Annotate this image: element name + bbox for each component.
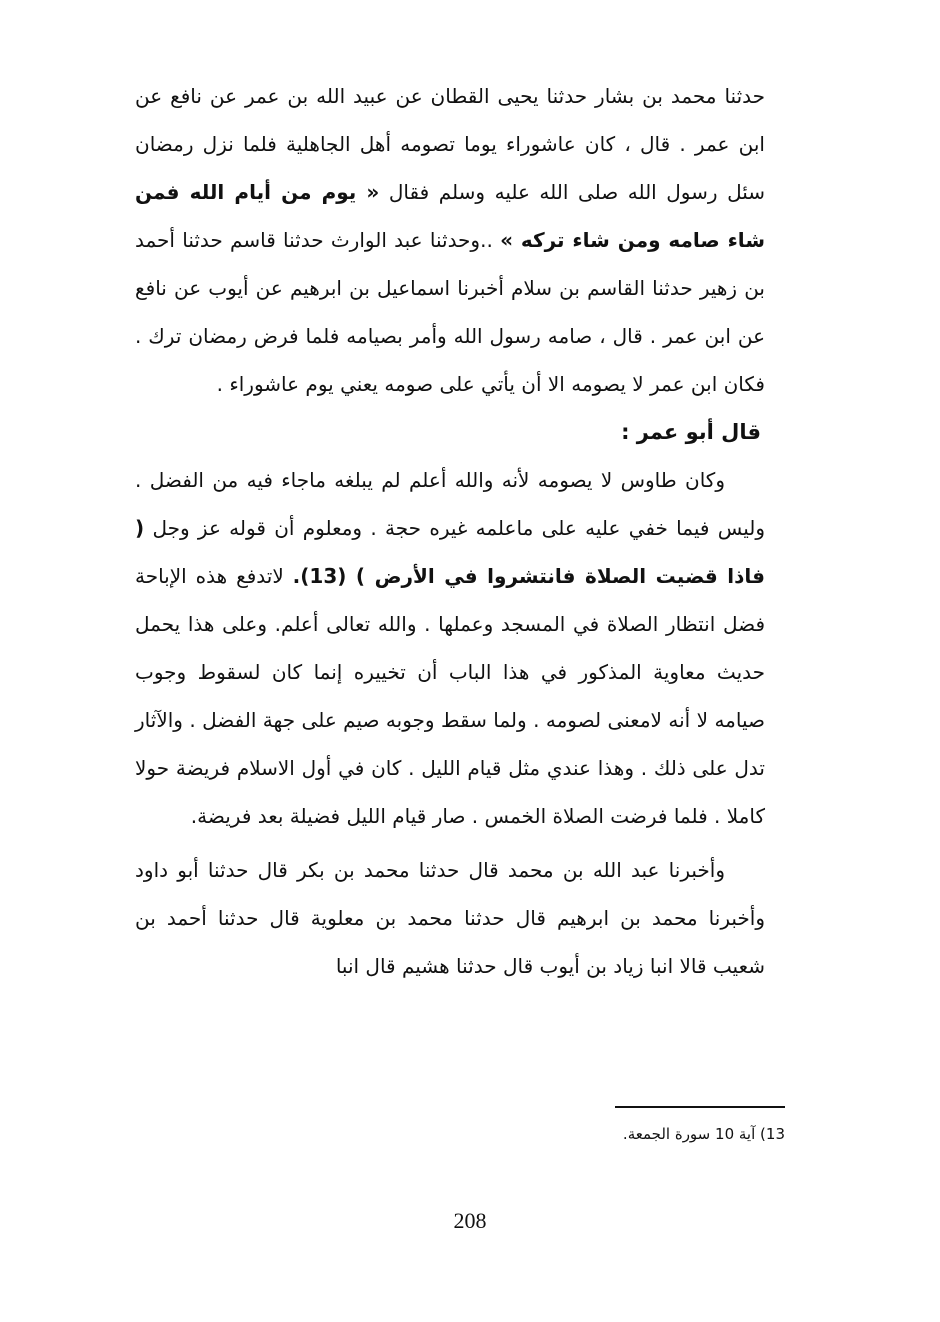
main-text	[135, 72, 765, 990]
paragraph-1-tail: ..وحدثنا عبد الوارث حدثنا قاسم حدثنا أحمد بن زهير حدثنا القاسم بن سلام أخبرنا اسماعيل بن ابرهيم عن أيوب عن نافع عن ابن عمر . قال ، صامه رسول الله وأمر بصيامه فلما فرض رمضان ترك . فكان ابن عمر لا يصومه الا أن يأتي على صومه يعني يوم عاشوراء .	[135, 228, 765, 396]
section-heading: قال أبو عمر :	[621, 420, 761, 444]
paragraph-2-lead: وكان طاوس لا يصومه لأنه والله أعلم لم يبلغه ماجاء فيه من الفضل . وليس فيما خفي عليه على ماعلمه غيره حجة . ومعلوم أن قوله عز وجل	[135, 468, 766, 540]
paragraph-1-lead: حدثنا محمد بن بشار حدثنا يحيى القطان عن عبيد الله بن عمر عن نافع عن ابن عمر . قال ، كان عاشوراء يوما تصومه أهل الجاهلية فلما نزل رمضان سئل رسول الله صلى الله عليه وسلم فقال	[135, 84, 766, 204]
prophet-quote: « يوم من أيام الله فمن شاء صامه ومن شاء تركه »	[135, 180, 765, 252]
paragraph-2-tail: لاتدفع هذه الإباحة فضل انتظار الصلاة في المسجد وعملها . والله تعالى أعلم. وعلى هذا يحمل حديث معاوية المذكور في هذا الباب أن تخييره إنما كان لسقوط وجوب صيامه لا أنه لامعنى لصومه . ولما سقط وجوبه صيم على جهة الفضل . والآثار تدل على ذلك . وهذا عندي مثل قيام الليل . كان في أول الاسلام فريضة حولا كاملا . فلما فرضت الصلاة الخمس . صار قيام الليل فضيلة بعد فريضة.	[135, 564, 765, 828]
page-number: 208	[453, 1208, 487, 1233]
hadith-paragraph-1	[135, 72, 765, 408]
quran-quote: ( فاذا قضيت الصلاة فانتشروا في الأرض ) (13).	[135, 516, 765, 588]
commentary-paragraph	[135, 456, 765, 840]
footnote: 13) آية 10 سورة الجمعة.	[622, 1125, 785, 1143]
footnote-divider	[615, 1106, 785, 1108]
hadith-paragraph-3: وأخبرنا عبد الله بن محمد قال حدثنا محمد بن بكر قال حدثنا أبو داود وأخبرنا محمد بن ابرهيم قال حدثنا محمد بن معلوية قال حدثنا أحمد بن شعيب قالا انبا زياد بن أيوب قال حدثنا هشيم قال انبا	[135, 858, 765, 978]
